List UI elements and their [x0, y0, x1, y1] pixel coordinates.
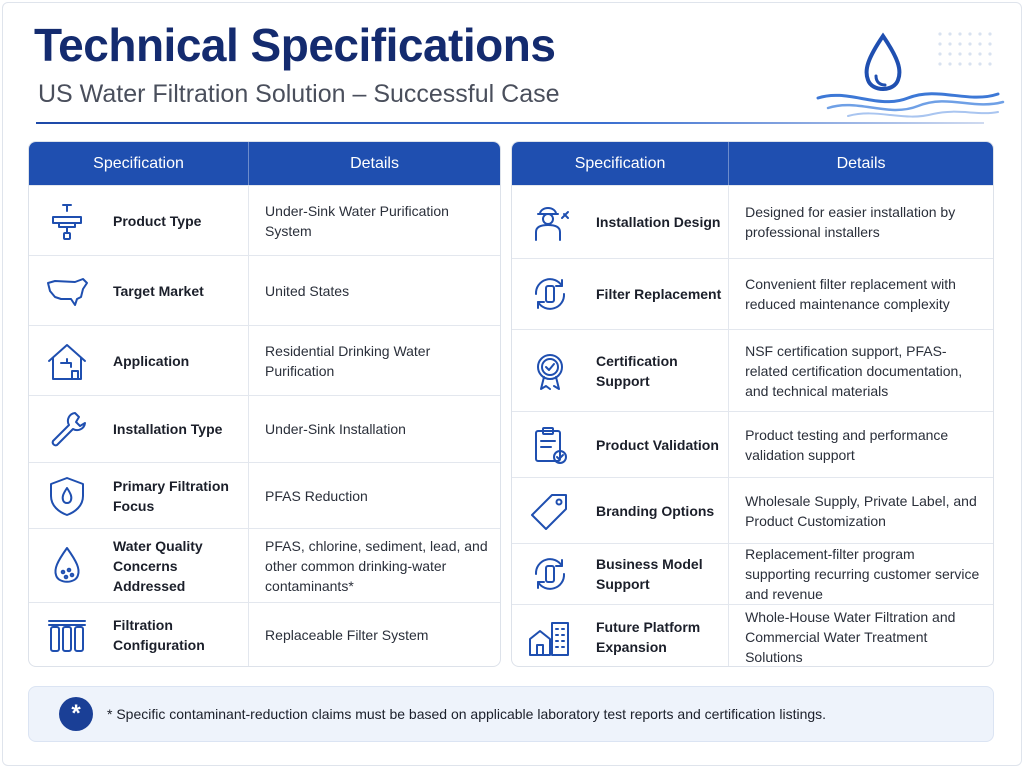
spec-cell [512, 544, 729, 604]
table-row [29, 395, 500, 462]
details-cell: Product testing and performance validation support [745, 426, 949, 463]
table-row [512, 604, 993, 667]
spec-label: Water Quality Concerns Addressed [113, 537, 203, 594]
details-cell: Whole-House Water Filtration and Commercial Water Treatment Solutions [745, 608, 956, 665]
table-row [512, 543, 993, 604]
water-drop-waves-icon [808, 14, 1008, 124]
spec-cell [29, 396, 249, 462]
spec-cell [29, 463, 249, 528]
spec-cell [512, 478, 729, 543]
details-cell: Under-Sink Installation [265, 421, 406, 437]
us-map-icon [45, 269, 89, 313]
details-cell: Convenient filter replacement with reduced maintenance complexity [745, 276, 956, 312]
spec-label: Filtration Configuration [113, 617, 205, 653]
spec-cell [512, 186, 729, 258]
details-cell: Under-Sink Water Purification System [265, 202, 449, 239]
tag-icon [528, 489, 572, 533]
drop-particles-icon [45, 544, 89, 588]
table-row [29, 462, 500, 528]
table-row [29, 255, 500, 325]
spec-label: Branding Options [596, 502, 715, 519]
spec-cell [29, 529, 249, 602]
spec-cell [512, 605, 729, 667]
table-header [29, 142, 500, 185]
column-header-details: Details [836, 154, 886, 172]
shield-drop-icon [45, 474, 89, 518]
asterisk-icon: * [59, 697, 93, 731]
spec-cell [29, 256, 249, 325]
details-cell: PFAS Reduction [265, 487, 368, 504]
spec-cell [512, 412, 729, 477]
spec-label: Filter Replacement [596, 286, 722, 302]
spec-cell [29, 326, 249, 395]
details-cell: Wholesale Supply, Private Label, and Product Customization [745, 492, 977, 529]
table-row [29, 602, 500, 667]
spec-table-right [511, 141, 994, 667]
spec-table-left [28, 141, 501, 667]
clipboard-check-icon [528, 423, 572, 467]
spec-label: Future Platform Expansion [596, 618, 701, 655]
spec-label: Product Validation [596, 436, 719, 453]
details-cell: PFAS, chlorine, sediment, lead, and other common drinking-water contaminants* [265, 537, 488, 594]
column-header-specification: Specification [512, 142, 729, 185]
table-row [512, 329, 993, 411]
table-header [512, 142, 993, 185]
house-faucet-icon [45, 339, 89, 383]
spec-label: Target Market [113, 282, 204, 299]
wrench-icon [45, 407, 89, 451]
table-row [512, 185, 993, 258]
details-cell: Replacement-filter program supporting recurring customer service and revenue [745, 546, 980, 602]
page-title: Technical Specifications [34, 19, 556, 71]
table-row [512, 477, 993, 543]
details-cell: Designed for easier installation by professional installers [745, 204, 956, 240]
table-row [29, 528, 500, 602]
spec-cell [512, 259, 729, 329]
details-cell: United States [265, 282, 350, 299]
spec-label: Certification Support [596, 352, 678, 389]
faucet-icon [45, 199, 89, 243]
table-row [512, 258, 993, 329]
spec-label: Installation Design [596, 214, 721, 230]
column-header-specification: Specification [29, 142, 249, 185]
page-subtitle: US Water Filtration Solution – Successful Case [38, 80, 560, 108]
spec-label: Business Model Support [596, 556, 703, 592]
spec-cell [29, 186, 249, 255]
filter-cycle-icon [528, 552, 572, 596]
certificate-badge-icon [528, 349, 572, 393]
footnote-text: * Specific contaminant-reduction claims must be based on applicable laboratory test reports and certification listings. [107, 706, 827, 722]
filter-cycle-icon [528, 272, 572, 316]
details-cell: Replaceable Filter System [265, 627, 429, 643]
footnote [28, 686, 994, 742]
spec-cell [29, 603, 249, 667]
spec-cell [512, 330, 729, 411]
table-row [29, 325, 500, 395]
buildings-icon [528, 615, 572, 659]
details-cell: NSF certification support, PFAS-related certification documentation, and technical materials [745, 342, 963, 399]
spec-label: Application [113, 352, 190, 369]
spec-label: Primary Filtration Focus [113, 477, 229, 514]
details-cell: Residential Drinking Water Purification [265, 342, 431, 379]
filter-cartridges-icon [45, 613, 89, 657]
spec-label: Installation Type [113, 421, 223, 437]
column-header-details: Details [350, 154, 399, 172]
table-row [512, 411, 993, 477]
spec-label: Product Type [113, 212, 202, 229]
installer-icon [528, 200, 572, 244]
table-row [29, 185, 500, 255]
